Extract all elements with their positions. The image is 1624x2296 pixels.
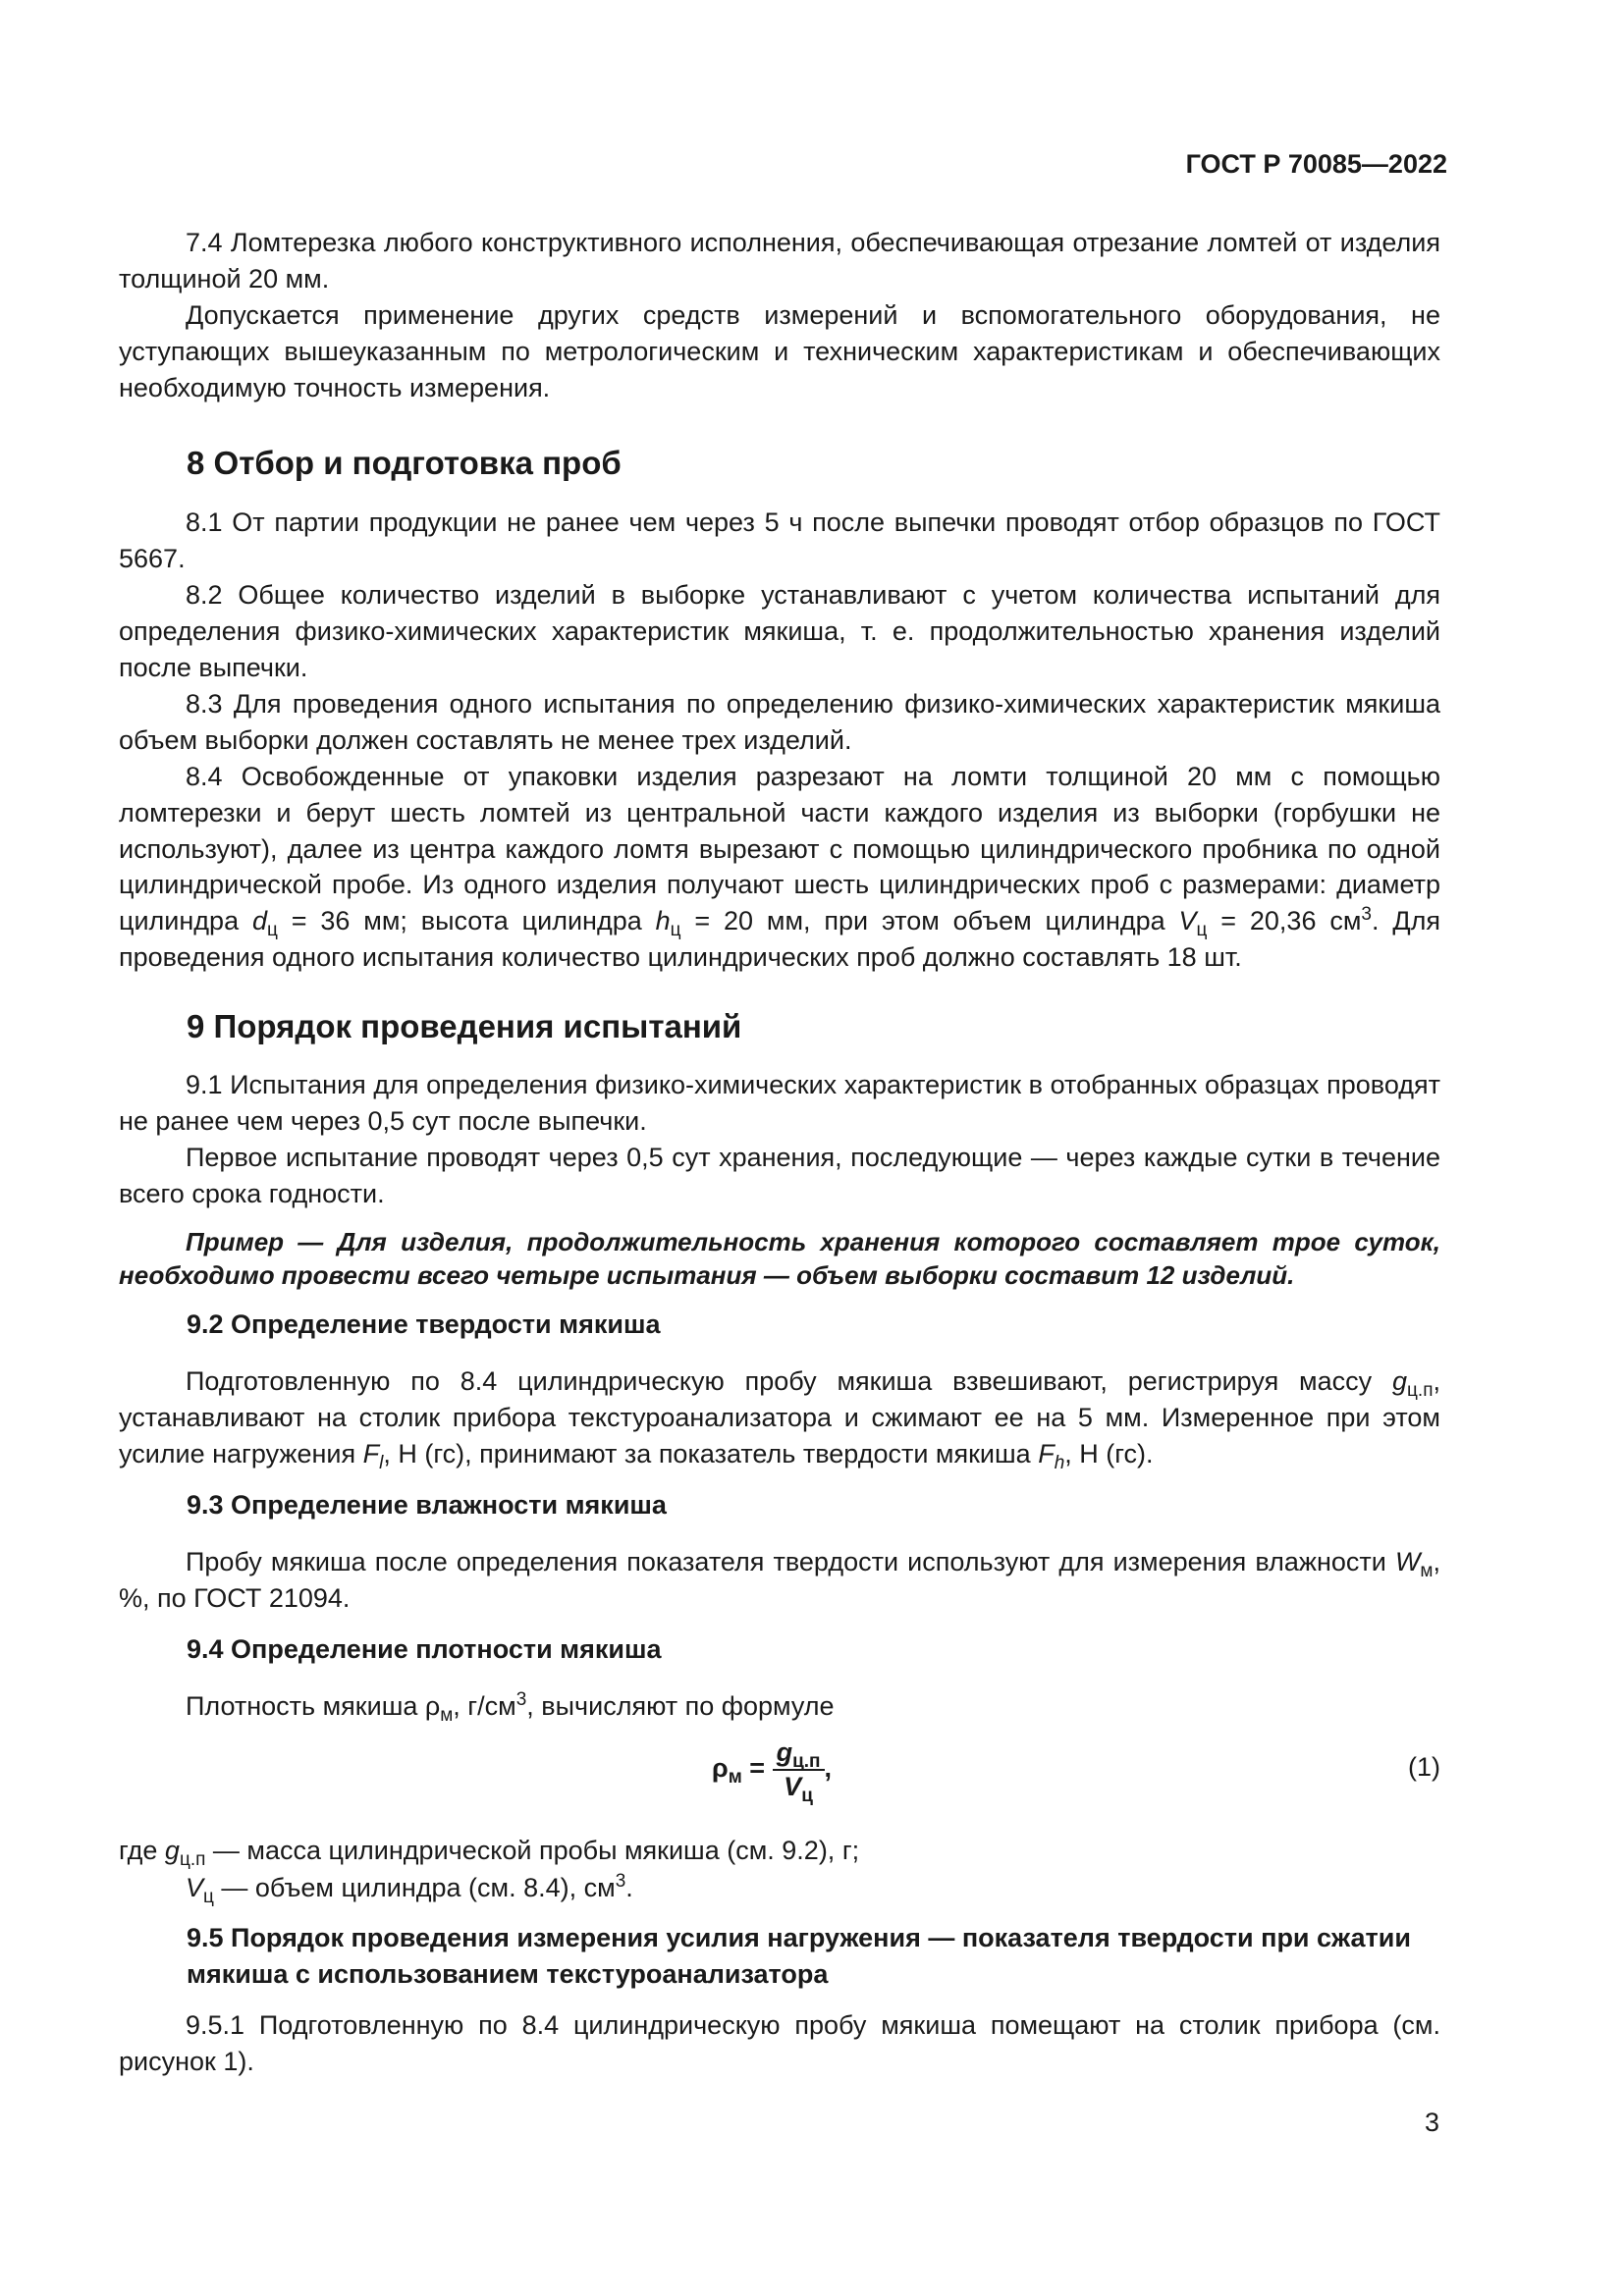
section-8-heading: 8 Отбор и подготовка проб [187, 445, 622, 481]
doc-header: ГОСТ Р 70085—2022 [1185, 149, 1447, 179]
where-g: где $g_{ц.п}$ — масса цилиндрической пробы мякиша (см. 9.2), г; [119, 1836, 860, 1870]
page-number: 3 [1424, 2108, 1439, 2137]
clause-9-2: Подготовленную по 8.4 цилиндрическую пробу мякиша взвешивают, регистрируя массу $g_{ц.п}$, устанавливают на столик прибора текстуроанализатора и сжимают ее на 5 мм. Измеренное при этом усилие нагружения $F_l$, Н (гс), принимают за показатель твердости мякиша $F_h$, Н (гс). [119, 1366, 1440, 1473]
formula-number: (1) [1408, 1752, 1440, 1782]
where-v: $V_ц$ — объем цилиндра (см. 8.4), $см^3$. [186, 1871, 633, 1907]
clause-7-4: 7.4 Ломтерезка любого конструктивного исполнения, обеспечивающая отрезание ломтей от изделия толщиной 20 мм. [119, 228, 1440, 294]
clause-8-3: 8.3 Для проведения одного испытания по определению физико-химических характеристик мякиша объем выборки должен составлять не менее трех изделий. [119, 689, 1440, 755]
clause-8-1: 8.1 От партии продукции не ранее чем через 5 ч после выпечки проводят отбор образцов по ГОСТ 5667. [119, 507, 1440, 573]
clause-9-4-heading: 9.4 Определение плотности мякиша [187, 1634, 662, 1664]
formula-1: $\rho_м$ = $\frac{g_{ц.п}}{V_ц}$ , [712, 1737, 833, 1806]
clause-9-5-heading: 9.5 Порядок проведения измерения усилия нагружения — показателя твердости при сжатии мякиша с использованием текстуроанализатора [187, 1923, 1411, 1989]
clause-8-2: 8.2 Общее количество изделий в выборке устанавливают с учетом количества испытаний для определения физико-химических характеристик мякиша, т. е. продолжительностью хранения изделий после выпечки. [119, 580, 1440, 682]
clause-9-4: Плотность мякиша $\rho_м$, $г/см^3$, вычисляют по формуле [186, 1689, 835, 1726]
section-9-heading: 9 Порядок проведения испытаний [187, 1008, 742, 1044]
clause-7-4-note: Допускается применение других средств измерений и вспомогательного оборудования, не уступающих вышеуказанным по метрологическим и техническим характеристикам и обеспечивающих необходимую точность измерения. [119, 300, 1440, 402]
clause-9-1-b: Первое испытание проводят через 0,5 сут хранения, последующие — через каждые сутки в течение всего срока годности. [119, 1143, 1440, 1208]
example-note: Пример — Для изделия, продолжительность хранения которого составляет трое суток, необходимо провести всего четыре испытания — объем выборки составит 12 изделий. [119, 1227, 1440, 1290]
clause-9-1: 9.1 Испытания для определения физико-химических характеристик в отобранных образцах проводят не ранее чем через 0,5 сут после выпечки. [119, 1070, 1440, 1136]
clause-9-3: Пробу мякиша после определения показателя твердости используют для измерения влажности $W_м$, %, по ГОСТ 21094. [119, 1547, 1440, 1613]
clause-9-3-heading: 9.3 Определение влажности мякиша [187, 1490, 667, 1520]
clause-8-4: 8.4 Освобожденные от упаковки изделия разрезают на ломти толщиной 20 мм с помощью ломтерезки и берут шесть ломтей из центральной части каждого изделия из выборки (горбушки не используют), далее из центра каждого ломтя вырезают с помощью цилиндрического пробника по одной цилиндрической пробе. Из одного изделия получают шесть цилиндрических проб с размерами: диаметр цилиндра $d_ц = 36$ мм; высота цилиндра $h_ц = 20$ мм, при этом объем цилиндра $V_ц = 20,36$ $см^3$. Для проведения одного испытания количество цилиндрических проб должно составлять 18 шт. [119, 762, 1440, 972]
clause-9-2-heading: 9.2 Определение твердости мякиша [187, 1309, 661, 1339]
clause-9-5-1: 9.5.1 Подготовленную по 8.4 цилиндрическую пробу мякиша помещают на столик прибора (см. рисунок 1). [119, 2010, 1440, 2076]
